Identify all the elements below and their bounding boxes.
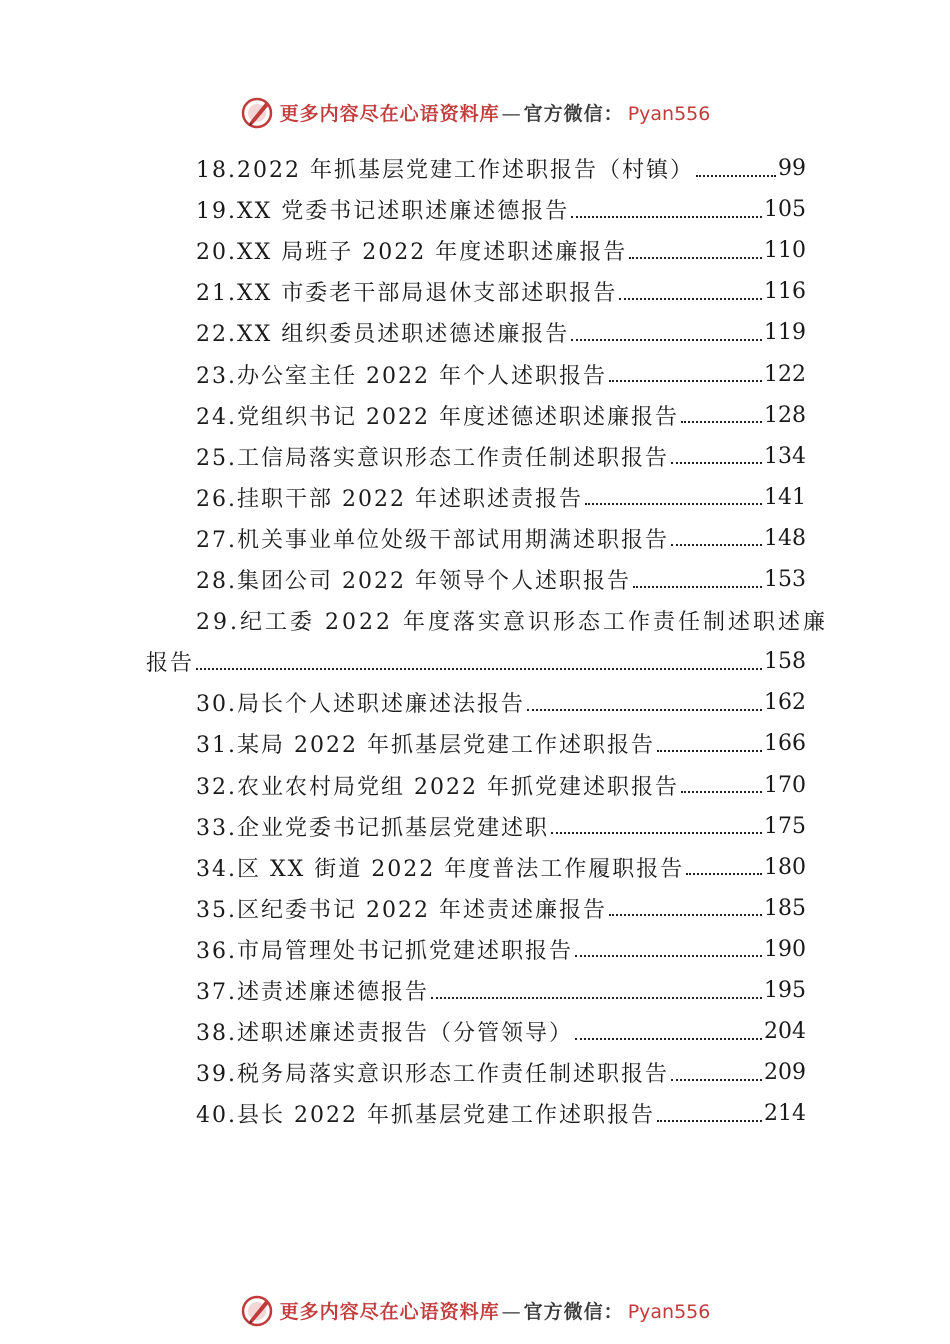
toc-entry-title: 36.市局管理处书记抓党建述职报告 [196,938,573,964]
toc-entry-title: 32.农业农村局党组 2022 年抓党建述职报告 [196,774,679,800]
toc-page-number: 119 [764,320,806,346]
toc-page-number: 158 [764,649,806,675]
pen-logo-icon [240,1292,276,1328]
toc-dot-leader [609,380,762,382]
banner-wechat-handle: Pyan556 [627,1300,711,1323]
toc-dot-leader [575,955,762,957]
banner-wechat-label: 官方微信： [523,1300,624,1323]
toc-entry-title: 31.某局 2022 年抓基层党建工作述职报告 [196,733,655,759]
banner-library-text: 更多内容尽在心语资料库 [279,102,500,125]
toc-entry-title: 21.XX 市委老干部局退休支部述职报告 [196,281,618,307]
toc-dot-leader [629,257,762,259]
toc-page-number: 170 [764,772,806,798]
toc-page-number: 128 [764,402,806,428]
toc-entry-title-continued: 报告 [146,651,195,677]
toc-dot-leader [633,586,762,588]
toc-page-number: 105 [764,197,806,223]
toc-entry[interactable] [196,723,806,764]
toc-dot-leader [571,339,762,341]
toc-entry-title: 18.2022 年抓基层党建工作述职报告（村镇） [196,158,694,183]
toc-entry[interactable] [196,518,806,559]
toc-entry[interactable] [196,477,806,518]
toc-entry[interactable] [196,1052,806,1093]
toc-dot-leader [431,997,762,999]
banner-wechat-label: 官方微信： [523,102,624,125]
toc-page-number: 116 [764,279,806,305]
header-banner [0,92,950,132]
toc-entry-title: 19.XX 党委书记述职述廉述德报告 [196,199,570,225]
toc-entry[interactable] [196,1093,806,1134]
toc-page-number: 134 [764,443,806,469]
toc-entry-title: 30.局长个人述职述廉述法报告 [196,692,525,718]
toc-page-number: 190 [764,936,806,962]
toc-entry-title: 35.区纪委书记 2022 年述责述廉报告 [196,897,607,923]
toc-entry-title: 38.述职述廉述责报告（分管领导） [196,1021,573,1047]
toc-entry[interactable] [196,230,806,271]
toc-dot-leader [686,873,762,875]
toc-dot-leader [657,1120,762,1122]
toc-dot-leader [609,914,762,916]
toc-dot-leader [696,175,776,177]
toc-entry-title: 25.工信局落实意识形态工作责任制述职报告 [196,445,669,471]
toc-dot-leader [551,832,762,834]
toc-page-number: 180 [764,854,806,880]
toc-entry[interactable] [196,436,806,477]
toc-page-number: 195 [764,978,806,1003]
toc-page-number: 185 [764,895,806,921]
toc-entry[interactable] [196,1011,806,1052]
toc-entry-title: 20.XX 局班子 2022 年度述职述廉报告 [196,240,628,266]
toc-entry[interactable] [196,559,806,600]
toc-entry[interactable] [196,929,806,970]
toc-entry[interactable] [196,682,806,723]
footer-banner [0,1290,950,1330]
banner-library-text: 更多内容尽在心语资料库 [279,1300,500,1323]
toc-entry-title: 37.述责述廉述德报告 [196,980,429,1005]
toc-entry[interactable] [196,600,828,641]
toc-entry[interactable] [196,847,806,888]
toc-dot-leader [619,298,762,300]
toc-entry-title: 22.XX 组织委员述职述德述廉报告 [196,322,570,348]
toc-entry-title: 33.企业党委书记抓基层党建述职 [196,815,549,841]
pen-logo-icon [240,94,276,130]
toc-entry-title: 24.党组织书记 2022 年度述德述职述廉报告 [196,404,679,430]
toc-entry-title: 40.县长 2022 年抓基层党建工作述职报告 [196,1103,655,1129]
toc-entry[interactable] [196,354,806,395]
toc-dot-leader [681,791,762,793]
toc-entry-title: 34.区 XX 街道 2022 年度普法工作履职报告 [196,856,685,882]
toc-entry[interactable] [196,970,806,1011]
toc-dot-leader [527,709,762,711]
toc-entry-title: 29.纪工委 2022 年度落实意识形态工作责任制述职述廉 [196,610,828,636]
toc-page-number: 162 [764,690,806,716]
toc-dot-leader [571,216,762,218]
toc-page-number: 110 [764,238,806,264]
toc-entry-title: 26.挂职干部 2022 年述职述责报告 [196,486,583,512]
banner-dash: — [501,1300,522,1323]
banner-dash: — [501,102,522,125]
toc-dot-leader [671,544,762,546]
toc-page-number: 122 [764,361,806,387]
toc-entry[interactable] [196,806,806,847]
toc-dot-leader [681,421,762,423]
toc-entry[interactable] [196,888,806,929]
banner-wechat-handle: Pyan556 [627,102,711,125]
toc-page-number: 175 [764,813,806,839]
toc-page-number: 141 [764,484,806,510]
toc-page-number: 148 [764,525,806,551]
toc-entry-title: 27.机关事业单位处级干部试用期满述职报告 [196,527,669,553]
toc-dot-leader [657,750,762,752]
toc-dot-leader [585,503,762,505]
toc-page-number: 209 [764,1060,806,1086]
toc-page-number: 153 [764,567,806,592]
toc-dot-leader [671,462,762,464]
toc-page-number: 214 [764,1101,806,1127]
toc-entry[interactable] [196,765,806,806]
toc-entry-title: 23.办公室主任 2022 年个人述职报告 [196,363,607,389]
toc-entry[interactable] [196,395,806,436]
toc-entry-continuation[interactable] [146,641,806,682]
toc-dot-leader [671,1079,762,1081]
toc-dot-leader [196,668,762,670]
toc-page-number: 99 [778,156,806,181]
toc-page-number: 204 [764,1019,806,1045]
toc-entry-title: 28.集团公司 2022 年领导个人述职报告 [196,569,631,594]
toc-entry-title: 39.税务局落实意识形态工作责任制述职报告 [196,1062,669,1088]
toc-entry[interactable] [196,312,806,353]
toc-entry[interactable] [196,148,806,189]
toc-dot-leader [575,1038,762,1040]
toc-page-number: 166 [764,731,806,757]
toc-entry[interactable] [196,271,806,312]
toc-entry[interactable] [196,189,806,230]
